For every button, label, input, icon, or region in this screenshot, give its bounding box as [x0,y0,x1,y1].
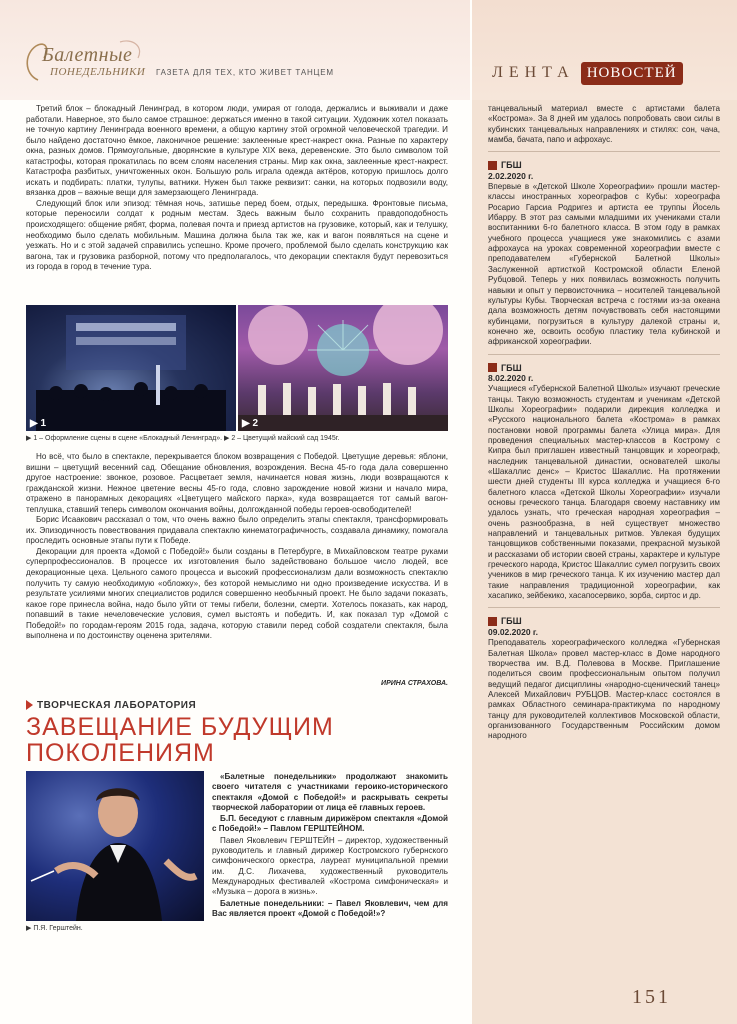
news-item [488,363,720,602]
news-text: Преподаватель хореографического колледжа «Губернская Балетная Школа» провел мастер-класс в Доме народного творчества им. В.Д. Полевова в Москве. Приглашение поделиться своим профессиональным опытом получил ведущий педагог дисциплины «народно-сценический танец» Алексей Михайлович РУБЦОВ. Мастер-класс состоялся в рамках Областного семинара-практикума по народному танцу для руководителей коллективов Московской области, организованного Государственным Российским домом народного [488,638,720,741]
article-title: ЗАВЕЩАНИЕ БУДУЩИМ ПОКОЛЕНИЯМ [26,713,334,767]
logo-title: Балетные [42,44,133,66]
paragraph: Третий блок – блокадный Ленинград, в котором люди, умирая от голода, держались и выживали и даже работали. Наверное, это было самое страшное: держаться именно в такой ситуации. Художник хотел показать не точную картину Ленинграда военного времени, а общую картину этой огромной человеческой трагедии. И было найдено достаточно ёмкое, лаконичное решение: заклеенные крест-накрест окна. Разные по характеру окна, разных домов. Прямоугольные, дворянские в культуре XIX века, деревенские. Это было символом той катастрофы, которая прокатилась по всем слоям населения страны. Мир как окна, заклеенные крест-накрест. Катастрофа разбитых, уничтоженных окон. Большую роль играла одежда актёров, которую пришлось долго искать и подбирать: платки, тулупы, ватники. Нужен был также реквизит: санки, на которых подвозили воду, вязанка дров – важные вещи для замерзающего Ленинграда. [26,104,448,198]
square-icon [488,161,497,170]
intro-text: Павел Яковлевич ГЕРШТЕЙН – директор, художественный руководитель и главный дирижер Костромского губернского симфонического оркестра, лауреат муниципальной премии им. Д.С. Лихачева, художественный руководитель Международных фестивалей «Кострома симфоническая» и «Музыка – дорога в жизнь». [212,835,448,897]
stage-photo-blockade [26,305,236,431]
intro-question: Балетные понедельники: – Павел Яковлевич, чем для Вас является проект «Домой с Победой!»? [212,898,448,918]
section-word: ЛЕНТА [492,64,575,81]
news-org: ГБШ [488,160,720,170]
divider [488,607,720,608]
conductor-portrait [26,771,204,921]
article-intro [212,772,448,920]
paragraph: Но всё, что было в спектакле, перекрывается блоком возвращения с Победой. Цветущие деревья: яблони, вишни – цветущий весенний сад. Обещание обновления, возрождения. Весна 45-го года дала совершенно другое настроение: звонкое, розовое. Расцветает земля, начинается новая жизнь, люди возвращаются к гражданской жизни. Нежное цветение весны 45-го года, словно зарождение новой жизни и начало мира, отражено в панорамных декорациях «Цветущего майского парка», куда возвращается тот самый вагон-теплушка, ставший теперь символом окончания войны, долгожданной победы героев-освободителей! [26,452,448,514]
photo-number: ▶ 1 [30,418,47,429]
intro-lead: «Балетные понедельники» продолжают знакомить своего читателя с участниками героико-исторического спектакля «Домой с Победой!» и раскрывать секреты творческой лаборатории от лица её главных героев. [212,772,448,812]
page-header [0,0,470,100]
news-org: ГБШ [488,616,720,626]
logo-subtitle: ПОНЕДЕЛЬНИКИ [50,66,146,78]
paragraph: Декорации для проекта «Домой с Победой!» были созданы в Петербурге, в Михайловском театре руками суперпрофессионалов. В процессе их изготовления было задействовано большое число людей, все декорационные цеха. Цельного самого процесса и высокий профессионализм дали возможность спектаклю получить ту самую необходимую «обложку», без которой немыслимо ни одно произведение искусства. И в результате усилиями многих специалистов родился совершенно необычный проект. Не было задачи показать, какое горе принесла война, надо было уйти от темы гибели, болезни, смерти. Хотелось показать, как народ, попавший в такие нечеловеческие условия, сумел выстоять и победить. И, как показал тур «Домой с Победой!» по городам-героям 2015 года, задача, которую ставили перед собой создатели спектакля, была выполнена и по достоинству оценена зрителями. [26,546,448,641]
news-org: ГБШ [488,363,720,373]
stage-photo-blockade-illustration [26,305,236,431]
article-body-lower [26,452,448,642]
square-icon [488,363,497,372]
section-box: НОВОСТЕЙ [581,62,683,85]
article-author: ИРИНА СТРАХОВА. [381,680,448,687]
paragraph: Борис Исаакович рассказал о том, что очень важно было определить этапы спектакля, трансформировать их. Эпизодичность повествования придавала спектаклю кинематографичность, создавала динамику, помогала проследить основные этапы пути к Победе. [26,515,448,546]
news-lead: танцевальный материал вместе с артистами балета «Кострома». За 8 дней им удалось попробовать свои силы в кубинских танцевальных направлениях и стилях: сон, чача, мамба, бачата, папо и афрохаус. [488,104,720,145]
news-date: 09.02.2020 г. [488,626,538,637]
tagline: ГАЗЕТА ДЛЯ ТЕХ, КТО ЖИВЕТ ТАНЦЕМ [156,68,334,77]
article-body-upper [26,104,448,273]
conductor-portrait-illustration [26,771,204,921]
page-number: 151 [632,986,671,1008]
news-date: 8.02.2020 г. [488,372,534,383]
intro-lead-2: Б.П. беседуют с главным дирижёром спектакля «Домой с Победой!» – Павлом ГЕРШТЕЙНОМ. [212,814,448,834]
news-feed [488,104,720,742]
section-heading [492,58,683,88]
stage-photo-garden [238,305,448,431]
publication-logo [20,36,150,86]
paragraph: Следующий блок или эпизод: тёмная ночь, затишье перед боем, отдых, передышка. Фронтовые письма, которые переносили солдат к родным местам. Здесь важным было сохранить правдоподобность происходящего: общение рябят, форма, полевая почта и приезд артистов на грузовике, который, как и телушку, необходимо было сделать мобильным. Машина должна была так же, как и вагон появляться на сцене и уезжать. Но и с этой задачей справились успешно. Кроме прочего, проблемой было сделать конструкцию как вагона, так и грузовика разборной, потому что предполагалось, что декорации спектакля будут перевозиться из города в город в течение тура. [26,198,448,272]
portrait-caption: ▶ П.Я. Герштейн. [26,925,83,932]
news-item [488,616,720,741]
photo-number: ▶ 2 [242,418,259,429]
stage-photo-garden-illustration [238,305,448,431]
news-date: 2.02.2020 г. [488,170,534,181]
divider [488,354,720,355]
arrow-icon [26,700,33,710]
news-text: Учащиеся «Губернской Балетной Школы» изучают греческие танцы. Такую возможность студентам и ученикам «Детской Школы Хореографии» подарили дирекция колледжа и «Русского национального балета «Кострома» в рамках постановки новой программы балета «Улица мира». Для проведения специальных мастер-классов в Кострому с Кипра был приглашен известный танцовщик и хореограф, наследник танцевальной династии, основателей школы «Шакаллис денс» – Кристос Шакаллис. На протяжении шести дней студенты III курса колледжа и учащиеся 6-го балетного класса «Детской Школы Хореографии» изучали основы греческого танца. Благодаря своему наставнику им удалось узнать, что греческая народная хореография – очень разнообразна, в ней существует множество направлений и танцевальных ритмов. Увлекая будущих танцовщиков собственными показами, прекрасной музыкой и рассказами об истории своей страны, характере и культуре греческого народа, Кристос Шакаллис сумел погрузить своих учеников в мир греческого танца. К их изучению мастер дал такие направления традиционной хореографии, как хасапико, зейбекико, хасапосервико, зорба, сиртос и др. [488,384,720,601]
photo-strip [26,305,448,431]
news-text: Впервые в «Детской Школе Хореографии» прошли мастер-классы иностранных хореографов с Кубы: хореографа Росарио Гарсиа Родригез и артиста ее труппы Йосель Ибарру. В этот раз самыми младшими их учениками стали воспитанники 6-го балетного класса. В этом году в рамках учебного процесса учащиеся уже знакомились с азами афрохауса на уроках современной хореографии вместе с преподавателем «Губернской Балетной Школы» Заслуженной артисткой Костромской области Еленой Рубцовой. Теперь у них появилась возможность получить навыки и опыт у первоисточника – носителей танцевальной культуры Кубы. Творческая встреча с гостями из-за океана дала возможность детям почувствовать себя настоящими кубинцами, погрузиться в культуру далекой страны и, конечно же, освоить особую пластику тела кубинской и африканской хореографии. [488,182,720,347]
photo-caption: ▶ 1 – Оформление сцены в сцене «Блокадный Ленинград». ▶ 2 – Цветущий майский сад 1945г. [26,435,340,442]
news-item [488,160,720,347]
square-icon [488,617,497,626]
article-rubric: ТВОРЧЕСКАЯ ЛАБОРАТОРИЯ [26,700,196,711]
divider [488,151,720,152]
